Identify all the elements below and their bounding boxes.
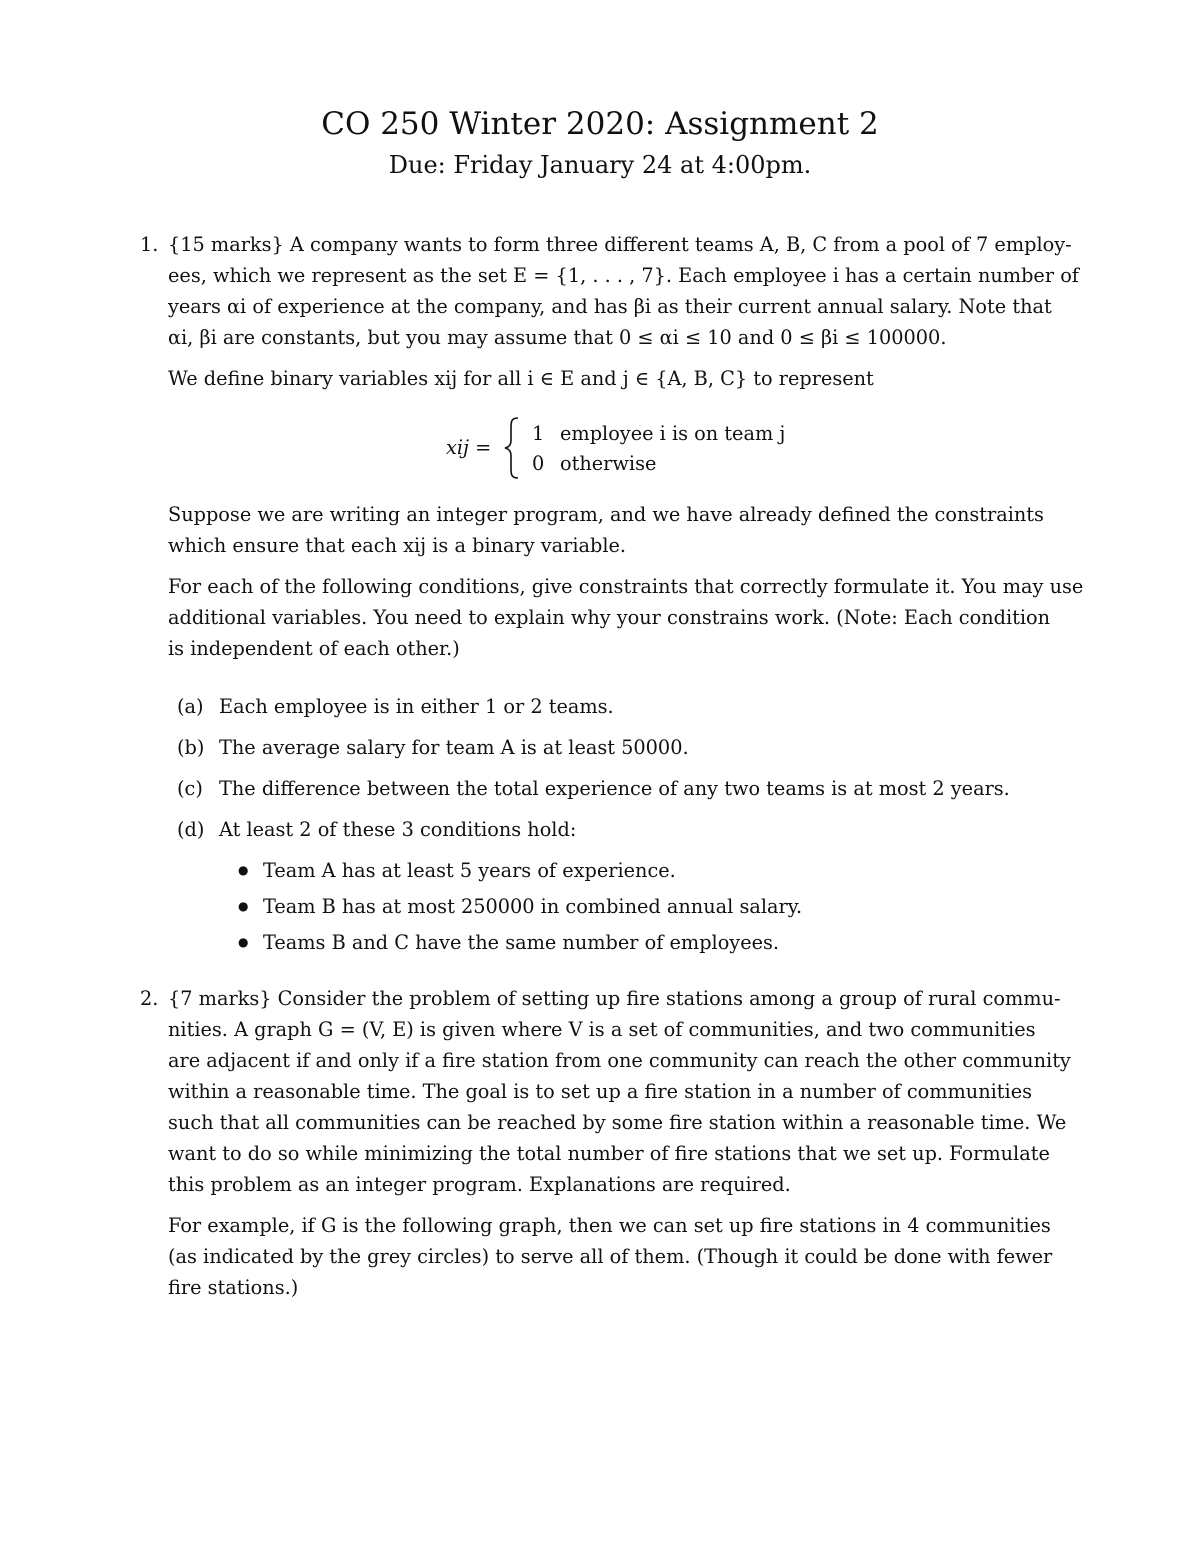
bullet-item: Teams B and C have the same number of employees.: [263, 931, 780, 954]
part-label: (b): [177, 736, 205, 759]
q2-example-line: For example, if G is the following graph, then we can set up fire stations in 4 communities: [168, 1214, 1051, 1237]
q2-line: are adjacent if and only if a fire station from one community can reach the other community: [168, 1049, 1071, 1072]
question-2-paragraph-2: [168, 1210, 1090, 1303]
part-text: At least 2 of these 3 conditions hold:: [219, 818, 577, 841]
bullet-dot-icon: ●: [238, 935, 249, 949]
part-label: (a): [177, 695, 204, 718]
q1-intro-line: years αi of experience at the company, and has βi as their current annual salary. Note that: [168, 295, 1052, 318]
q1-define-variables: We define binary variables xij for all i ∈ E and j ∈ {A, B, C} to represent: [168, 367, 874, 390]
part-text: The average salary for team A is at least 50000.: [219, 736, 689, 759]
q2-line: such that all communities can be reached by some fire station within a reasonable time. We: [168, 1111, 1067, 1134]
left-brace-icon: [502, 416, 522, 480]
q1-instructions-line: additional variables. You need to explain why your constrains work. (Note: Each condition: [168, 606, 1051, 629]
case-2-text: otherwise: [560, 452, 657, 475]
q2-example-line: (as indicated by the grey circles) to serve all of them. (Though it could be done with fewer: [168, 1245, 1053, 1268]
q1-instructions-line: is independent of each other.): [168, 637, 460, 660]
q2-line: this problem as an integer program. Explanations are required.: [168, 1173, 791, 1196]
variable-cases-equation: [446, 416, 826, 480]
q1-suppose-paragraph: [168, 499, 1090, 561]
case-1-text: employee i is on team j: [560, 422, 786, 445]
q1-instructions-paragraph: [168, 571, 1090, 664]
question-1-number: 1.: [140, 233, 159, 256]
q1-suppose-line: Suppose we are writing an integer program, and we have already defined the constraints: [168, 503, 1044, 526]
case-1-value: 1: [532, 422, 545, 445]
q1-instructions-line: For each of the following conditions, give constraints that correctly formulate it. You may use: [168, 575, 1084, 598]
question-1-intro: [168, 229, 1090, 353]
part-text: Each employee is in either 1 or 2 teams.: [219, 695, 614, 718]
case-row-2: [532, 448, 656, 479]
question-2-paragraph-1: [168, 983, 1090, 1200]
q1-intro-line: αi, βi are constants, but you may assume that 0 ≤ αi ≤ 10 and 0 ≤ βi ≤ 100000.: [168, 326, 947, 349]
q2-line: {7 marks} Consider the problem of setting up fire stations among a group of rural commu-: [168, 987, 1061, 1010]
question-2-number: 2.: [140, 987, 159, 1010]
q1-intro-line: {15 marks} A company wants to form three different teams A, B, C from a pool of 7 employ-: [168, 233, 1072, 256]
part-label: (c): [177, 777, 203, 800]
q1-suppose-line: which ensure that each xij is a binary variable.: [168, 534, 627, 557]
bullet-item: Team B has at most 250000 in combined annual salary.: [263, 895, 803, 918]
q2-line: nities. A graph G = (V, E) is given where V is a set of communities, and two communities: [168, 1018, 1036, 1041]
q1-intro-line: ees, which we represent as the set E = {1, . . . , 7}. Each employee i has a certain number of: [168, 264, 1079, 287]
case-row-1: [532, 418, 785, 449]
bullet-item: Team A has at least 5 years of experience.: [263, 859, 676, 882]
assignment-title: CO 250 Winter 2020: Assignment 2: [321, 106, 879, 142]
part-label: (d): [177, 818, 205, 841]
due-date: Due: Friday January 24 at 4:00pm.: [388, 151, 812, 179]
part-text: The difference between the total experience of any two teams is at most 2 years.: [219, 777, 1010, 800]
bullet-dot-icon: ●: [238, 863, 249, 877]
q2-line: within a reasonable time. The goal is to set up a fire station in a number of communities: [168, 1080, 1033, 1103]
case-2-value: 0: [532, 452, 545, 475]
bullet-dot-icon: ●: [238, 899, 249, 913]
q2-example-line: fire stations.): [168, 1276, 299, 1299]
cases-lhs: xij =: [446, 436, 492, 459]
q2-line: want to do so while minimizing the total number of fire stations that we set up. Formulate: [168, 1142, 1050, 1165]
